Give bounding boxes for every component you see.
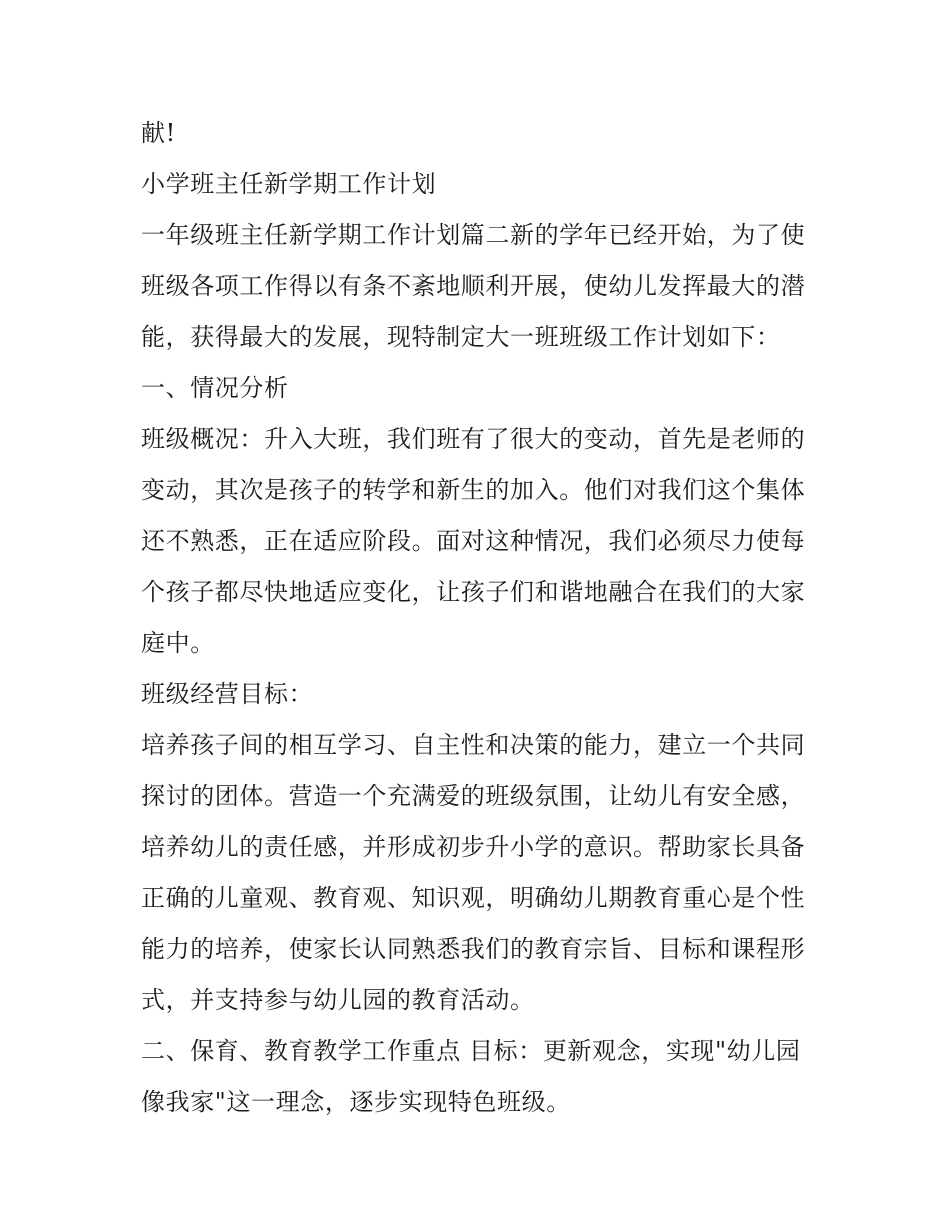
paragraph-line: 能，获得最大的发展，现特制定大一班班级工作计划如下： [141, 323, 781, 351]
text-line-fragment: 献! [141, 119, 176, 147]
section-heading: 一、情况分析 [141, 374, 289, 402]
paragraph-line: 正确的儿童观、教育观、知识观，明确幼儿期教育重心是个性 [141, 884, 806, 912]
paragraph-line: 像我家"这一理念，逐步实现特色班级。 [141, 1088, 571, 1116]
document-body [141, 108, 821, 1128]
paragraph-line: 班级概况：升入大班，我们班有了很大的变动，首先是老师的 [141, 425, 806, 453]
subheading: 班级经营目标： [141, 680, 314, 708]
paragraph-line: 班级各项工作得以有条不紊地顺利开展，使幼儿发挥最大的潜 [141, 272, 806, 300]
paragraph-line: 变动，其次是孩子的转学和新生的加入。他们对我们这个集体 [141, 476, 806, 504]
paragraph-line: 式，并支持参与幼儿园的教育活动。 [141, 986, 535, 1014]
section-heading: 二、保育、教育教学工作重点 目标：更新观念，实现"幼儿园 [141, 1037, 801, 1065]
paragraph-line: 庭中。 [141, 629, 215, 657]
paragraph-line: 还不熟悉，正在适应阶段。面对这种情况，我们必须尽力使每 [141, 527, 806, 555]
paragraph-line: 探讨的团体。营造一个充满爱的班级氛围，让幼儿有安全感， [141, 782, 806, 810]
paragraph-line: 个孩子都尽快地适应变化，让孩子们和谐地融合在我们的大家 [141, 578, 806, 606]
paragraph-line: 培养幼儿的责任感，并形成初步升小学的意识。帮助家长具备 [141, 833, 806, 861]
paragraph-line: 能力的培养，使家长认同熟悉我们的教育宗旨、目标和课程形 [141, 935, 806, 963]
section-title: 小学班主任新学期工作计划 [141, 170, 437, 198]
paragraph-line: 培养孩子间的相互学习、自主性和决策的能力，建立一个共同 [141, 731, 806, 759]
paragraph-line: 一年级班主任新学期工作计划篇二新的学年已经开始，为了使 [141, 221, 806, 249]
